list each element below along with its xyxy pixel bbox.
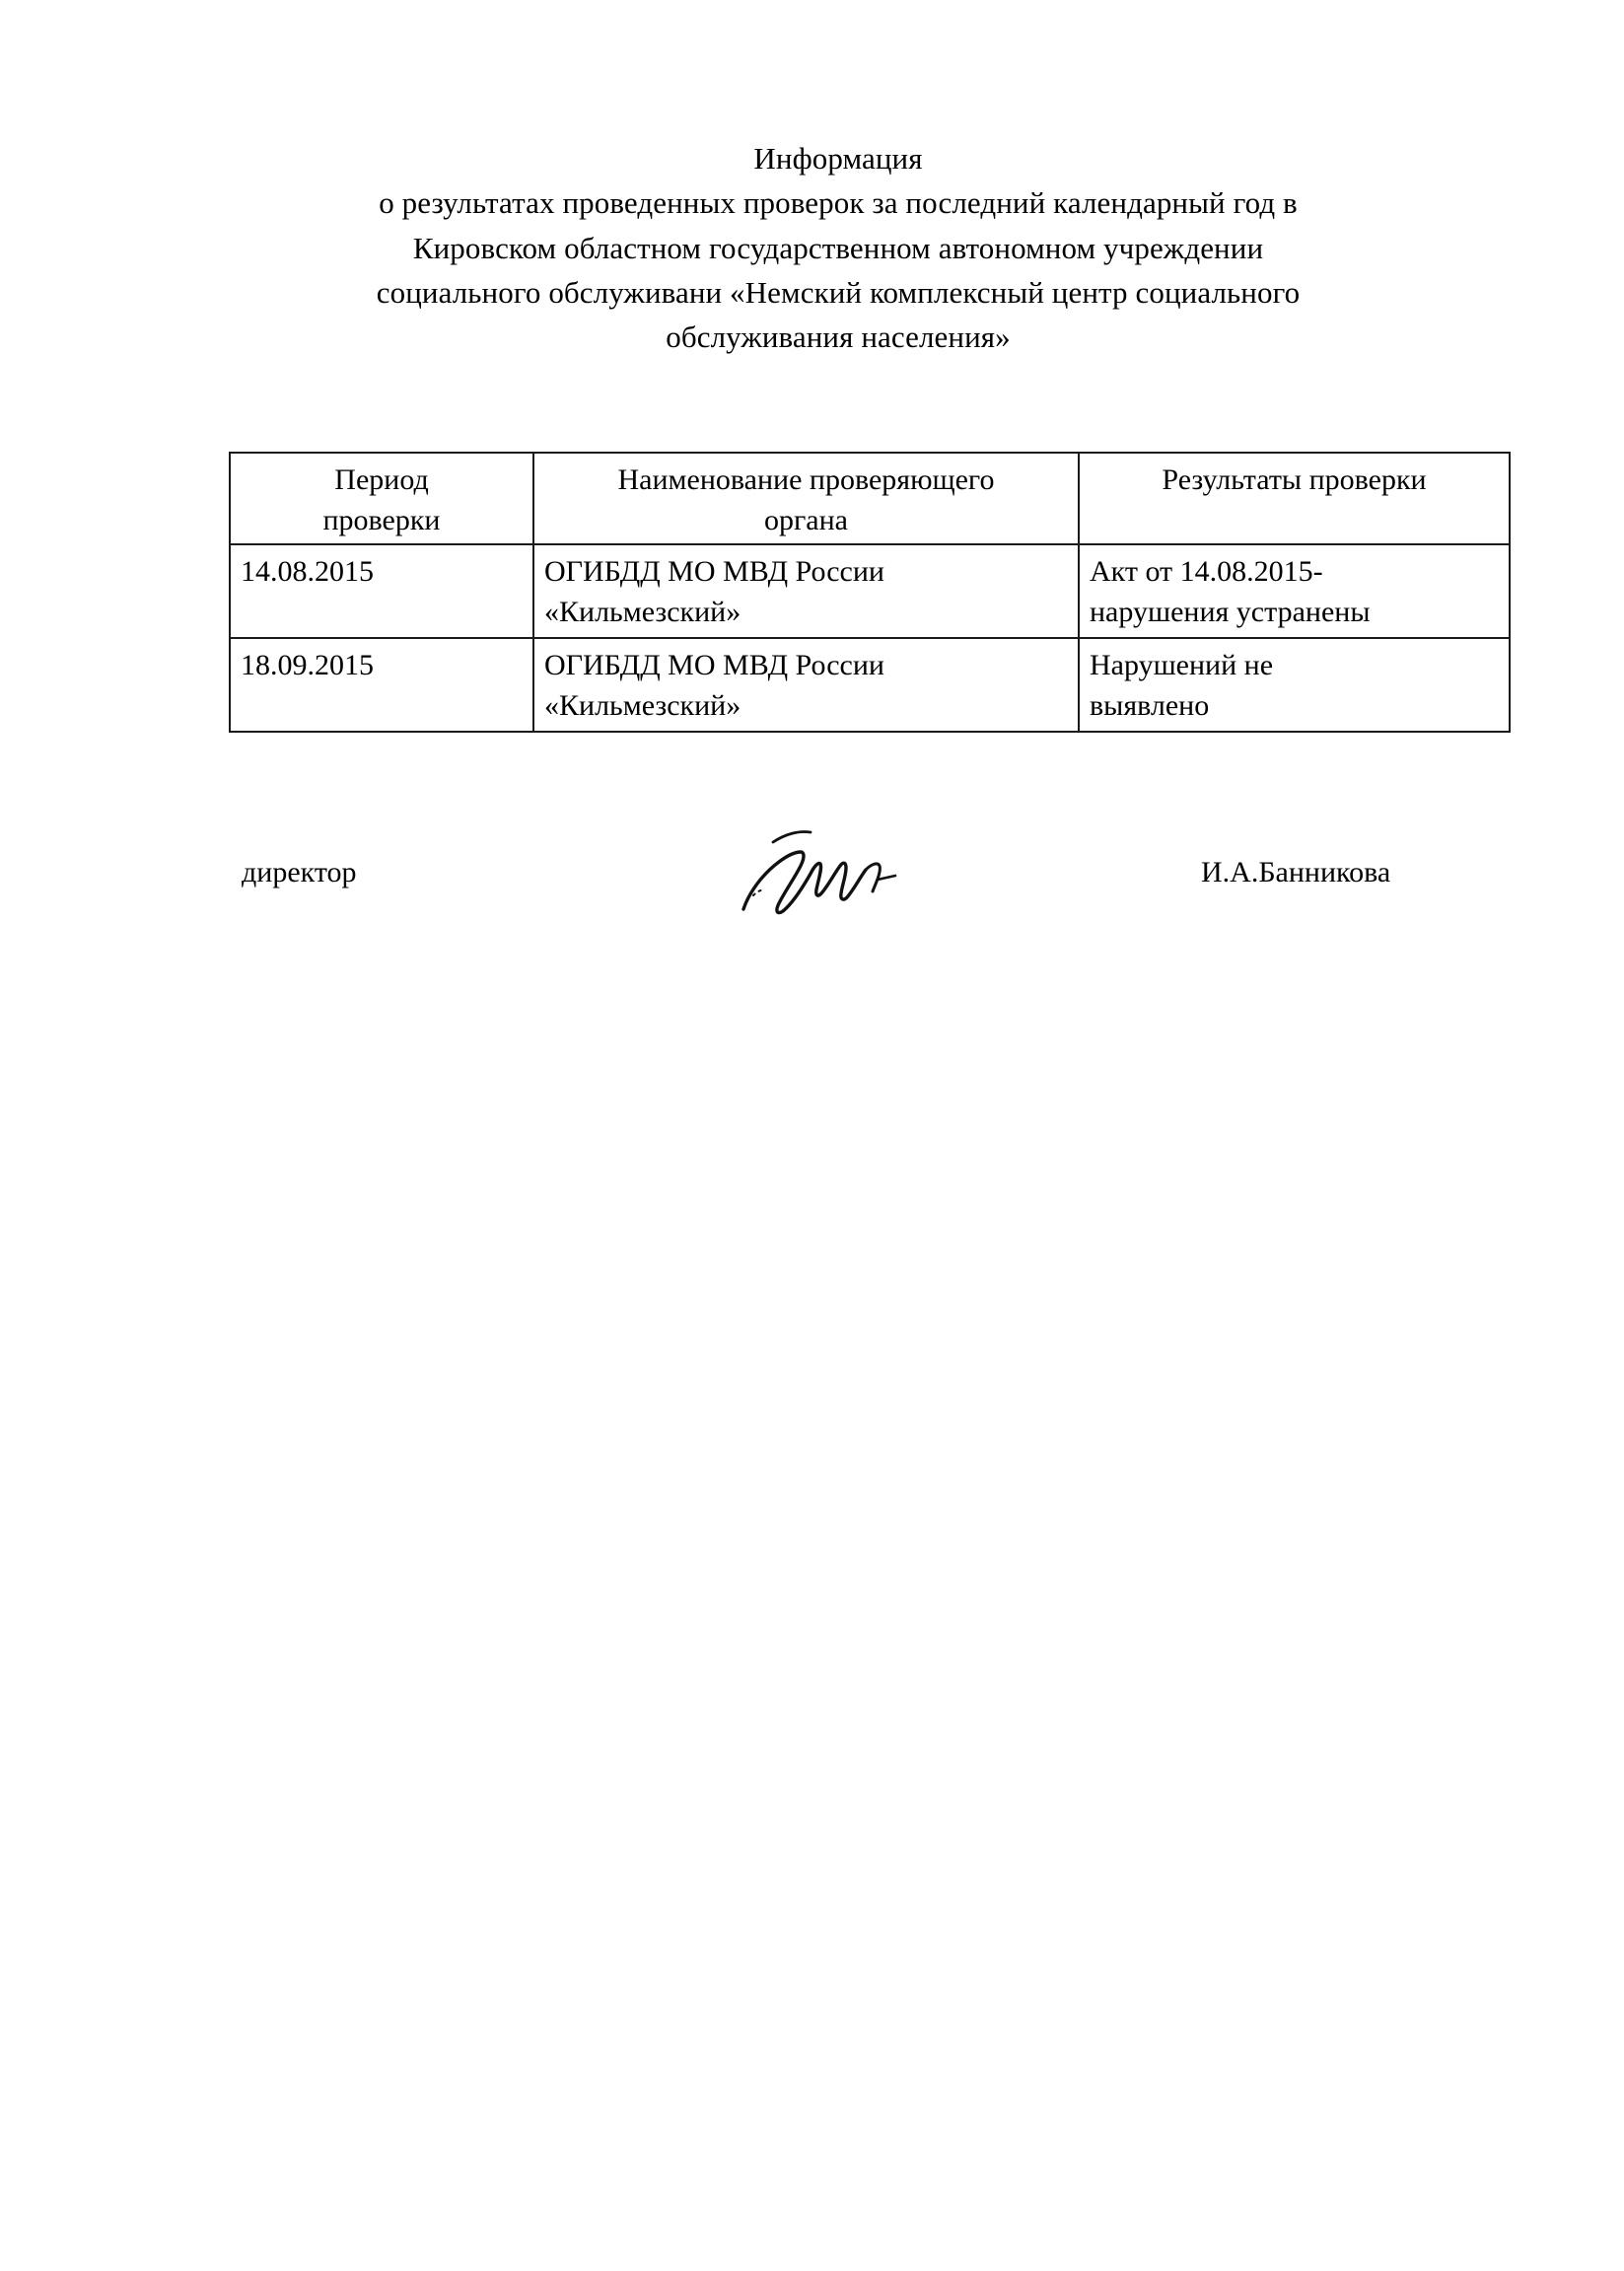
handwritten-signature-icon bbox=[730, 818, 947, 925]
signatory-title: директор bbox=[242, 856, 357, 888]
cell-organ bbox=[533, 544, 1079, 638]
cell-period-value: 14.08.2015 bbox=[241, 555, 374, 588]
table-row bbox=[230, 544, 1510, 638]
cell-period bbox=[230, 638, 533, 732]
document-heading bbox=[227, 136, 1449, 359]
cell-result-line2: нарушения устранены bbox=[1090, 595, 1371, 628]
cell-result-line2: выявлено bbox=[1090, 688, 1210, 722]
column-header-period-line2: проверки bbox=[322, 503, 441, 536]
cell-period bbox=[230, 544, 533, 638]
column-header-period bbox=[230, 453, 533, 544]
heading-line-2: о результатах проведенных проверок за последний календарный год в bbox=[379, 185, 1298, 221]
table-body bbox=[230, 544, 1510, 732]
column-header-organ bbox=[533, 453, 1079, 544]
cell-result-line1: Акт от 14.08.2015- bbox=[1090, 555, 1323, 588]
column-header-results bbox=[1079, 453, 1510, 544]
column-header-organ-line2: органа bbox=[764, 503, 848, 536]
cell-organ-line2: «Кильмезский» bbox=[544, 688, 741, 722]
table-row bbox=[230, 638, 1510, 732]
cell-result bbox=[1079, 638, 1510, 732]
inspection-results-table bbox=[229, 452, 1511, 733]
cell-organ-line1: ОГИБДД МО МВД России bbox=[544, 649, 884, 681]
heading-line-5: обслуживания населения» bbox=[666, 319, 1011, 354]
column-header-results-line1: Результаты проверки bbox=[1162, 463, 1427, 496]
cell-result bbox=[1079, 544, 1510, 638]
column-header-organ-line1: Наименование проверяющего bbox=[617, 463, 995, 496]
cell-result-line1: Нарушений не bbox=[1090, 649, 1274, 681]
signatory-name: И.А.Банникова bbox=[1201, 856, 1391, 888]
table-header bbox=[230, 453, 1510, 544]
cell-organ-line2: «Кильмезский» bbox=[544, 595, 741, 628]
column-header-period-line1: Период bbox=[334, 463, 429, 496]
table-header-row bbox=[230, 453, 1510, 544]
heading-line-4: социального обслуживани «Немский комплексный центр социального bbox=[376, 274, 1301, 310]
heading-line-title: Информация bbox=[753, 141, 923, 176]
cell-organ-line1: ОГИБДД МО МВД России bbox=[544, 555, 884, 588]
cell-organ bbox=[533, 638, 1079, 732]
heading-line-3: Кировском областном государственном автономном учреждении bbox=[412, 230, 1264, 265]
cell-period-value: 18.09.2015 bbox=[241, 649, 374, 681]
signature-block bbox=[0, 818, 1624, 927]
